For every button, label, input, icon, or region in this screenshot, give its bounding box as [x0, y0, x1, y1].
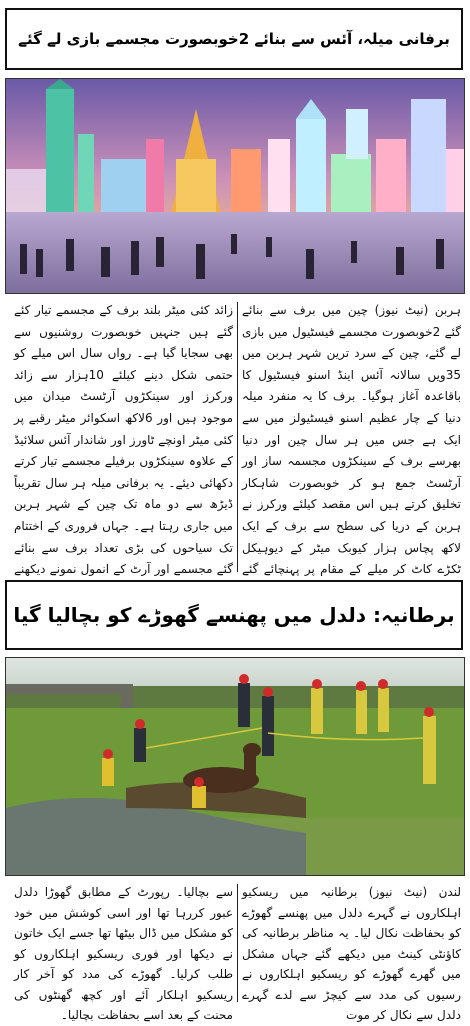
column-divider: [237, 302, 238, 572]
horse-rescue-photo: [5, 657, 465, 876]
story2-headline: برطانیہ: دلدل میں پھنسے گھوڑے کو بچالیا گیا: [13, 603, 455, 627]
ice-festival-illustration: [6, 79, 464, 293]
story1-column-right: ہربن (نیٹ نیوز) چین میں برف سے بنائے گئے 2خوبصورت مجسمے فیسٹیول میں بازی لے گئے، چین کے سرد ترین شہر ہربن میں 35ویں سالانہ آئس اینڈ اسنو فیسٹیول کا باقاعدہ آغاز ہوگیا۔ برف کا یہ منفرد میلہ دنیا کے چار عظیم اسنو فیسٹیولز میں سے ایک ہے جس میں ہر سال چین اور دنیا بھرسے برف کے سینکڑوں مجسمہ ساز اور آرٹسٹ جمع ہو کر خوبصورت شاہکار تخلیق کرتے ہیں اس مقصد کیلئے ورکرز نے ہربن کے دریا کی سطح سے برف کے ایک لاکھ پچاس ہزار کیوبک میٹر کے دیوہیکل ٹکڑے کاٹ کر میلے کے مقام پر پہنچائے گئے: [242, 303, 461, 577]
story2-column-left: سے بچالیا۔ رپورٹ کے مطابق گھوڑا دلدل عبور کررہا تھا اور اسی کوشش میں خود کو مشکل میں ڈال بیٹھا تھا جسے ایک خاتون نے دیکھا اور فوری ریسکیو اہلکاروں کو طلب کرلیا۔ گھوڑے کی مدد کو آخر کار ریسکیو اہلکار آئے اور کچھ گھنٹوں کی محنت کے بعد اسے بحفاظت بچالیا۔: [14, 885, 233, 1022]
story2-columns: [5, 882, 465, 1022]
story1-headline: برفانی میلہ، آئس سے بنائے 2خوبصورت مجسمے بازی لے گئے: [18, 30, 450, 48]
story1-column-left: زائد کئی میٹر بلند برف کے مجسمے تیار کئے گئے ہیں جنہیں خوبصورت روشنیوں سے بھی سجایا گیا ہے۔ رواں سال اس میلے کو حتمی شکل دینے کیلئے 10ہزار سے زائد ورکرز اور سینکڑوں آرٹسٹ میدان میں موجود ہیں اور 6لاکھ اسکوائر میٹر رقبے پر کئی میٹر اونچے ٹاورز اور شاندار آئس سلائیڈ کے علاوہ سینکڑوں برفیلے مجسمے تیار کرتے دکھائی دیئے۔ یہ برفانی میلہ ہر سال تقریباً ڈیڑھ سے دو ماہ تک چین کے شہر ہربن میں جاری رہتا ہے۔ جہاں فروری کے اختتام تک سیاحوں کی بڑی تعداد برف سے بنائے گئے مجسمے اور آرٹ کے انمول نمونے دیکھنے: [14, 303, 234, 577]
story1-headline-box: [5, 8, 463, 70]
story1-columns: [5, 300, 465, 577]
story2-headline-box: [5, 580, 463, 650]
horse-rescue-illustration: [6, 658, 464, 875]
story2-column-right: لندن (نیٹ نیوز) برطانیہ میں ریسکیو اہلکاروں نے گہرے دلدل میں پھنسے گھوڑے کو بحفاظت نکال لیا۔ یہ مناظر برطانیہ کی کاؤنٹی کینٹ میں دیکھے گئے جہاں مشکل میں گھرے گھوڑے کو ریسکیو اہلکاروں نے رسیوں کی مدد سے کیچڑ سے لدے گہرے دلدل سے نکال کر موت: [242, 885, 461, 1022]
ice-festival-photo: [5, 78, 465, 294]
column-divider: [237, 884, 238, 1002]
